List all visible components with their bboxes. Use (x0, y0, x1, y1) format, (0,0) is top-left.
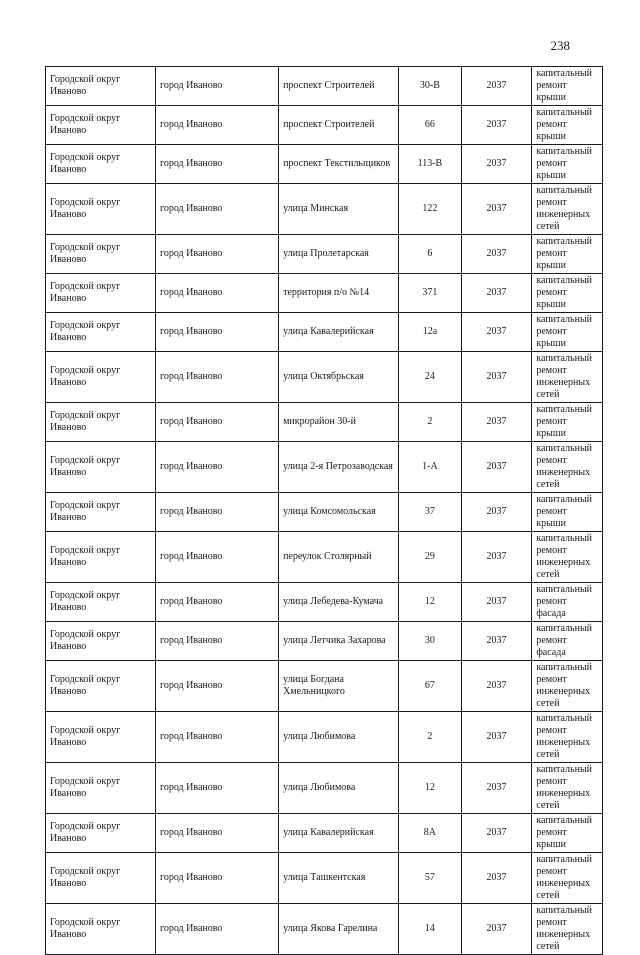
work-type-cell: капитальный ремонт инженерных сетей (532, 532, 603, 583)
house-number-cell: 12 (399, 583, 462, 622)
work-type-cell: капитальный ремонт крыши (532, 274, 603, 313)
house-number-cell: 2 (399, 712, 462, 763)
house-number-cell: 2 (399, 403, 462, 442)
year-cell: 2037 (461, 106, 532, 145)
okrug-cell: Городской округ Иваново (46, 274, 156, 313)
okrug-cell: Городской округ Иваново (46, 661, 156, 712)
register-table (45, 66, 603, 955)
year-cell: 2037 (461, 583, 532, 622)
table-row (46, 532, 603, 583)
okrug-cell: Городской округ Иваново (46, 313, 156, 352)
city-cell: город Иваново (155, 403, 278, 442)
year-cell: 2037 (461, 622, 532, 661)
street-cell: микрорайон 30-й (279, 403, 399, 442)
year-cell: 2037 (461, 274, 532, 313)
year-cell: 2037 (461, 352, 532, 403)
work-type-cell: капитальный ремонт инженерных сетей (532, 184, 603, 235)
street-cell: улица Комсомольская (279, 493, 399, 532)
table-row (46, 814, 603, 853)
table-row (46, 493, 603, 532)
table-row (46, 403, 603, 442)
house-number-cell: 30 (399, 622, 462, 661)
work-type-cell: капитальный ремонт инженерных сетей (532, 853, 603, 904)
table-row (46, 313, 603, 352)
house-number-cell: 57 (399, 853, 462, 904)
work-type-cell: капитальный ремонт инженерных сетей (532, 442, 603, 493)
year-cell: 2037 (461, 532, 532, 583)
city-cell: город Иваново (155, 532, 278, 583)
city-cell: город Иваново (155, 493, 278, 532)
house-number-cell: 14 (399, 904, 462, 955)
year-cell: 2037 (461, 814, 532, 853)
table-row (46, 442, 603, 493)
work-type-cell: капитальный ремонт фасада (532, 622, 603, 661)
city-cell: город Иваново (155, 106, 278, 145)
year-cell: 2037 (461, 67, 532, 106)
house-number-cell: 371 (399, 274, 462, 313)
okrug-cell: Городской округ Иваново (46, 403, 156, 442)
work-type-cell: капитальный ремонт крыши (532, 493, 603, 532)
street-cell: улица Любимова (279, 712, 399, 763)
okrug-cell: Городской округ Иваново (46, 235, 156, 274)
city-cell: город Иваново (155, 583, 278, 622)
work-type-cell: капитальный ремонт фасада (532, 583, 603, 622)
year-cell: 2037 (461, 763, 532, 814)
okrug-cell: Городской округ Иваново (46, 622, 156, 661)
work-type-cell: капитальный ремонт инженерных сетей (532, 904, 603, 955)
table-row (46, 274, 603, 313)
street-cell: проспект Строителей (279, 67, 399, 106)
table-row (46, 106, 603, 145)
table-row (46, 853, 603, 904)
house-number-cell: 6 (399, 235, 462, 274)
street-cell: улица Якова Гарелина (279, 904, 399, 955)
street-cell: улица Ташкентская (279, 853, 399, 904)
okrug-cell: Городской округ Иваново (46, 853, 156, 904)
house-number-cell: 8А (399, 814, 462, 853)
table-row (46, 904, 603, 955)
house-number-cell: 29 (399, 532, 462, 583)
street-cell: улица Кавалерийская (279, 814, 399, 853)
okrug-cell: Городской округ Иваново (46, 442, 156, 493)
okrug-cell: Городской округ Иваново (46, 583, 156, 622)
table-row (46, 661, 603, 712)
okrug-cell: Городской округ Иваново (46, 352, 156, 403)
city-cell: город Иваново (155, 814, 278, 853)
okrug-cell: Городской округ Иваново (46, 145, 156, 184)
year-cell: 2037 (461, 904, 532, 955)
street-cell: улица Пролетарская (279, 235, 399, 274)
year-cell: 2037 (461, 313, 532, 352)
year-cell: 2037 (461, 403, 532, 442)
work-type-cell: капитальный ремонт инженерных сетей (532, 661, 603, 712)
year-cell: 2037 (461, 712, 532, 763)
house-number-cell: 30-В (399, 67, 462, 106)
street-cell: проспект Строителей (279, 106, 399, 145)
work-type-cell: капитальный ремонт крыши (532, 145, 603, 184)
okrug-cell: Городской округ Иваново (46, 712, 156, 763)
okrug-cell: Городской округ Иваново (46, 532, 156, 583)
city-cell: город Иваново (155, 622, 278, 661)
house-number-cell: 122 (399, 184, 462, 235)
house-number-cell: 1-А (399, 442, 462, 493)
street-cell: улица Летчика Захарова (279, 622, 399, 661)
street-cell: улица Кавалерийская (279, 313, 399, 352)
city-cell: город Иваново (155, 904, 278, 955)
work-type-cell: капитальный ремонт инженерных сетей (532, 763, 603, 814)
okrug-cell: Городской округ Иваново (46, 493, 156, 532)
city-cell: город Иваново (155, 274, 278, 313)
year-cell: 2037 (461, 661, 532, 712)
work-type-cell: капитальный ремонт крыши (532, 814, 603, 853)
table-row (46, 235, 603, 274)
work-type-cell: капитальный ремонт инженерных сетей (532, 712, 603, 763)
okrug-cell: Городской округ Иваново (46, 184, 156, 235)
okrug-cell: Городской округ Иваново (46, 904, 156, 955)
city-cell: город Иваново (155, 661, 278, 712)
city-cell: город Иваново (155, 67, 278, 106)
city-cell: город Иваново (155, 145, 278, 184)
city-cell: город Иваново (155, 853, 278, 904)
street-cell: улица Лебедева-Кумача (279, 583, 399, 622)
street-cell: переулок Столярный (279, 532, 399, 583)
house-number-cell: 67 (399, 661, 462, 712)
page-number: 238 (550, 38, 570, 53)
street-cell: улица 2-я Петрозаводская (279, 442, 399, 493)
table-row (46, 622, 603, 661)
table-row (46, 67, 603, 106)
okrug-cell: Городской округ Иваново (46, 763, 156, 814)
house-number-cell: 66 (399, 106, 462, 145)
city-cell: город Иваново (155, 352, 278, 403)
register-table-body (46, 67, 603, 955)
year-cell: 2037 (461, 235, 532, 274)
city-cell: город Иваново (155, 712, 278, 763)
work-type-cell: капитальный ремонт крыши (532, 106, 603, 145)
year-cell: 2037 (461, 853, 532, 904)
work-type-cell: капитальный ремонт крыши (532, 67, 603, 106)
house-number-cell: 113-В (399, 145, 462, 184)
okrug-cell: Городской округ Иваново (46, 67, 156, 106)
work-type-cell: капитальный ремонт инженерных сетей (532, 352, 603, 403)
year-cell: 2037 (461, 145, 532, 184)
city-cell: город Иваново (155, 235, 278, 274)
house-number-cell: 24 (399, 352, 462, 403)
table-row (46, 184, 603, 235)
year-cell: 2037 (461, 184, 532, 235)
work-type-cell: капитальный ремонт крыши (532, 235, 603, 274)
street-cell: улица Октябрьская (279, 352, 399, 403)
okrug-cell: Городской округ Иваново (46, 106, 156, 145)
year-cell: 2037 (461, 442, 532, 493)
city-cell: город Иваново (155, 442, 278, 493)
house-number-cell: 12а (399, 313, 462, 352)
city-cell: город Иваново (155, 184, 278, 235)
table-row (46, 763, 603, 814)
table-row (46, 583, 603, 622)
year-cell: 2037 (461, 493, 532, 532)
table-row (46, 352, 603, 403)
street-cell: проспект Текстильщиков (279, 145, 399, 184)
city-cell: город Иваново (155, 763, 278, 814)
house-number-cell: 12 (399, 763, 462, 814)
city-cell: город Иваново (155, 313, 278, 352)
street-cell: улица Любимова (279, 763, 399, 814)
table-row (46, 145, 603, 184)
street-cell: территория п/о №14 (279, 274, 399, 313)
okrug-cell: Городской округ Иваново (46, 814, 156, 853)
street-cell: улица Минская (279, 184, 399, 235)
work-type-cell: капитальный ремонт крыши (532, 403, 603, 442)
street-cell: улица Богдана Хмельницкого (279, 661, 399, 712)
house-number-cell: 37 (399, 493, 462, 532)
work-type-cell: капитальный ремонт крыши (532, 313, 603, 352)
table-row (46, 712, 603, 763)
